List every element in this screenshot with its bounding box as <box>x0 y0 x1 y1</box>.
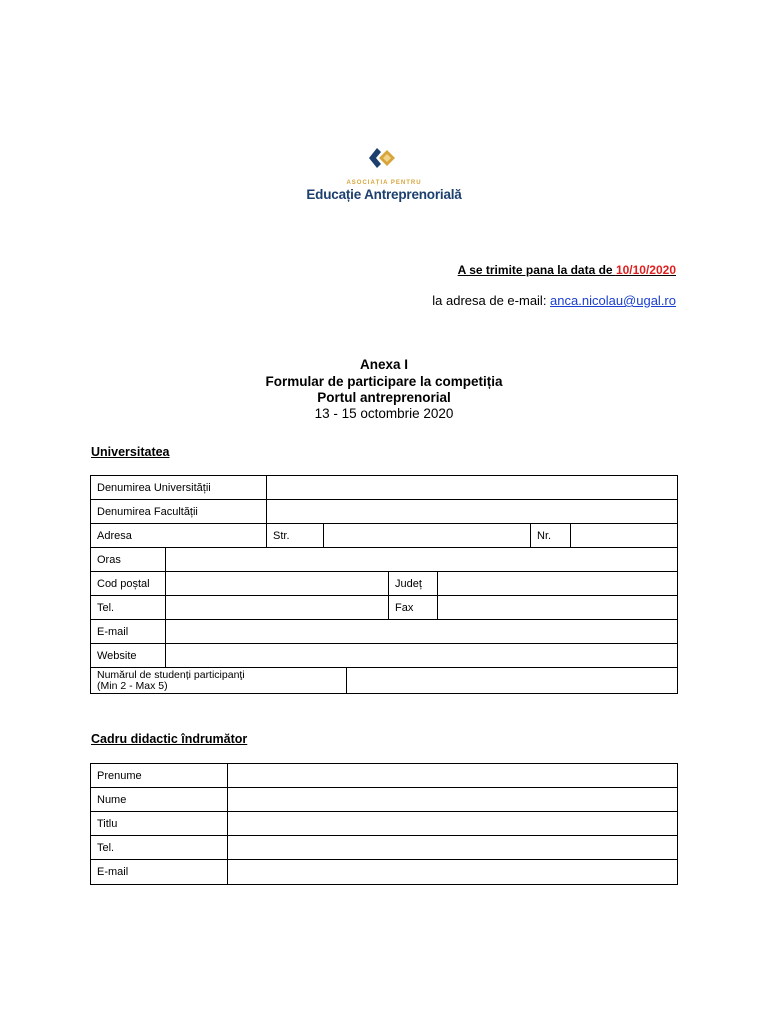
field-website[interactable] <box>165 643 678 668</box>
field-email[interactable] <box>165 619 678 644</box>
label-faculty: Denumirea Facultății <box>90 499 267 524</box>
label-fax: Fax <box>388 595 438 620</box>
field-teacher-email[interactable] <box>227 859 678 885</box>
deadline-line: A se trimite pana la data de 10/10/2020 <box>457 263 676 277</box>
section-heading-teacher: Cadru didactic îndrumător <box>91 732 248 746</box>
label-title: Titlu <box>90 811 228 836</box>
field-title[interactable] <box>227 811 678 836</box>
label-teacher-email: E-mail <box>90 859 228 885</box>
label-first-name: Prenume <box>90 763 228 788</box>
field-phone[interactable] <box>165 595 389 620</box>
logo-diamond-icon <box>367 146 401 174</box>
field-postal-code[interactable] <box>165 571 389 596</box>
label-phone: Tel. <box>90 595 166 620</box>
label-student-count: Numărul de studenți participanţi (Min 2 - Max 5) <box>90 667 347 694</box>
field-university[interactable] <box>266 475 678 500</box>
form-title: Formular de participare la competiția <box>265 374 503 389</box>
label-address: Adresa <box>90 523 267 548</box>
field-teacher-phone[interactable] <box>227 835 678 860</box>
logo-org-name: Educație Antreprenorială <box>306 187 462 202</box>
field-county[interactable] <box>437 571 678 596</box>
email-link[interactable]: anca.nicolau@ugal.ro <box>550 293 676 308</box>
label-postal-code: Cod poștal <box>90 571 166 596</box>
label-county: Județ <box>388 571 438 596</box>
email-line: la adresa de e-mail: anca.nicolau@ugal.ro <box>432 293 676 308</box>
logo-org-small: ASOCIAȚIA PENTRU <box>346 180 422 186</box>
label-number: Nr. <box>530 523 571 548</box>
label-university: Denumirea Universității <box>90 475 267 500</box>
label-website: Website <box>90 643 166 668</box>
label-teacher-phone: Tel. <box>90 835 228 860</box>
label-city: Oras <box>90 547 166 572</box>
field-city[interactable] <box>165 547 678 572</box>
field-last-name[interactable] <box>227 787 678 812</box>
competition-name: Portul antreprenorial <box>317 390 451 405</box>
label-email: E-mail <box>90 619 166 644</box>
field-first-name[interactable] <box>227 763 678 788</box>
field-student-count[interactable] <box>346 667 678 694</box>
label-last-name: Nume <box>90 787 228 812</box>
field-fax[interactable] <box>437 595 678 620</box>
label-street: Str. <box>266 523 324 548</box>
annex-title: Anexa I <box>359 357 409 372</box>
field-faculty[interactable] <box>266 499 678 524</box>
logo <box>289 88 479 263</box>
deadline-date: 10/10/2020 <box>615 263 676 277</box>
section-heading-university: Universitatea <box>91 445 170 459</box>
field-street[interactable] <box>323 523 531 548</box>
competition-dates: 13 - 15 octombrie 2020 <box>314 406 454 421</box>
field-number[interactable] <box>570 523 678 548</box>
